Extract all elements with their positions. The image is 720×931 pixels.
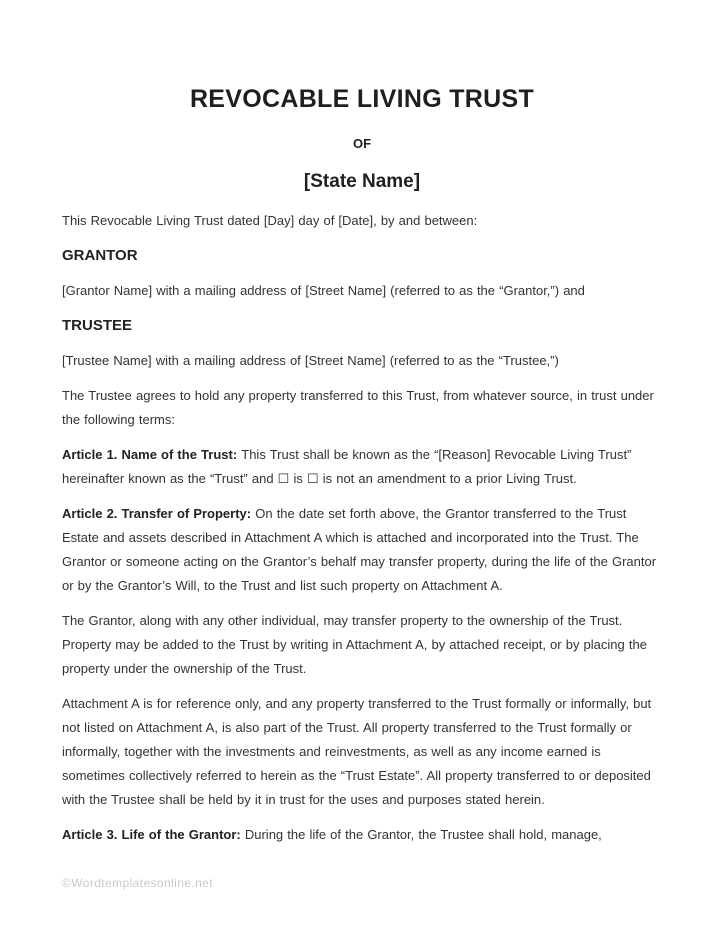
paragraph (62, 384, 662, 432)
document-content (62, 0, 662, 847)
document-title: REVOCABLE LIVING TRUST (189, 85, 535, 113)
paragraph (62, 209, 662, 233)
title-of-label: OF (352, 136, 372, 151)
bold-text-run: Article 3. Life of the Grantor: (62, 827, 245, 842)
bold-text-run: Article 2. Transfer of Property: (62, 506, 256, 521)
text-run: The Trustee agrees to hold any property transferred to this Trust, from whatever source, in trust under the following terms: (62, 388, 654, 427)
bold-text-run: Article 1. Name of the Trust: (62, 447, 242, 462)
text-run: The Grantor, along with any other individual, may transfer property to the ownership of the Trust. Property may be added to the Trust by writing in Attachment A, by attached receipt, or by placing the property under the ownership of the Trust. (62, 613, 647, 676)
paragraph (62, 823, 662, 847)
section-heading (62, 244, 662, 268)
text-run: This Trust shall be known as the “[Reason] Revocable Living Trust” hereinafter known as the “Trust” and ☐ is ☐ is not an amendment to a prior Living Trust. (62, 447, 632, 486)
text-run: On the date set forth above, the Grantor transferred to the Trust Estate and assets described in Attachment A which is attached and incorporated into the Trust. The Grantor or someone acting on the Grantor’s behalf may transfer property, during the life of the Grantor or by the Grantor’s Will, to the Trust and list such property on Attachment A. (62, 506, 657, 593)
text-run: [Grantor Name] with a mailing address of [Street Name] (referred to as the “Grantor,”) and (62, 283, 585, 298)
section-heading (62, 314, 662, 338)
text-run: During the life of the Grantor, the Trustee shall hold, manage, (244, 827, 602, 842)
document-body (62, 209, 662, 847)
watermark-credit: ©Wordtemplatesonline.net (62, 876, 213, 890)
text-run: This Revocable Living Trust dated [Day] day of [Date], by and between: (62, 213, 478, 228)
paragraph (62, 692, 662, 812)
bold-text-run: GRANTOR (62, 247, 138, 264)
paragraph (62, 443, 662, 491)
bold-text-run: TRUSTEE (62, 317, 133, 334)
paragraph (62, 609, 662, 681)
title-state-name: [State Name] (303, 171, 421, 192)
paragraph (62, 349, 662, 373)
text-run: Attachment A is for reference only, and any property transferred to the Trust formally or informally, but not listed on Attachment A, is also part of the Trust. All property transferred to the Trust formally or informally, together with the investments and reinvestments, as well as any income earned is sometimes collectively referred to herein as the “Trust Estate”. All property transferred to or deposited with the Trustee shall be held by it in trust for the uses and purposes stated herein. (62, 696, 652, 807)
text-run: [Trustee Name] with a mailing address of [Street Name] (referred to as the “Trustee,”) (62, 353, 559, 368)
paragraph (62, 279, 662, 303)
paragraph (62, 502, 662, 598)
